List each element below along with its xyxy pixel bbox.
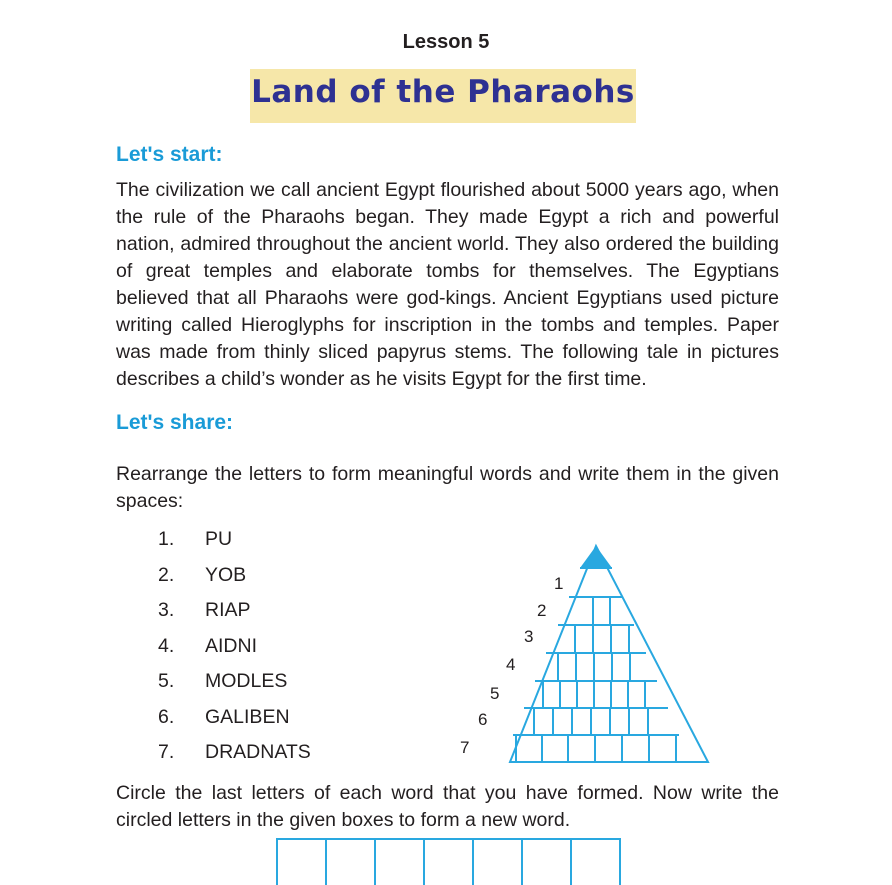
scrambled-word: PU bbox=[205, 528, 233, 550]
scrambled-word: RIAP bbox=[205, 599, 251, 621]
answer-box[interactable] bbox=[570, 838, 621, 885]
item-number: 1. bbox=[158, 528, 175, 550]
item-number: 7. bbox=[158, 741, 175, 763]
item-number: 6. bbox=[158, 705, 175, 728]
answer-box[interactable] bbox=[276, 838, 327, 885]
pyramid-rows bbox=[513, 568, 679, 735]
lesson-label: Lesson 5 bbox=[402, 31, 490, 53]
page-title: Land of the Pharaohs bbox=[251, 74, 635, 110]
share-heading: Let's share: bbox=[116, 411, 234, 434]
list-item bbox=[158, 706, 311, 742]
answer-box[interactable] bbox=[472, 838, 523, 885]
pyramid-row-label: 5 bbox=[490, 684, 500, 703]
answer-box[interactable] bbox=[521, 838, 572, 885]
answer-boxes bbox=[278, 838, 621, 883]
scrambled-word: DRADNATS bbox=[205, 741, 311, 763]
item-number: 3. bbox=[158, 599, 175, 621]
start-heading: Let's start: bbox=[116, 143, 223, 166]
list-item bbox=[158, 635, 311, 671]
pyramid-row-label: 3 bbox=[524, 627, 534, 646]
item-number: 4. bbox=[158, 634, 175, 657]
pyramid-row-label: 6 bbox=[478, 710, 488, 729]
word-pyramid bbox=[440, 540, 720, 765]
item-number: 5. bbox=[158, 670, 175, 692]
pyramid-row-label: 1 bbox=[554, 574, 564, 593]
final-instruction: Circle the last letters of each word that you have formed. Now write the circled letters in the given boxes to form a new word. bbox=[116, 782, 779, 831]
scrambled-word-list bbox=[158, 528, 311, 777]
list-item bbox=[158, 741, 311, 777]
answer-box[interactable] bbox=[374, 838, 425, 885]
list-item bbox=[158, 670, 311, 706]
start-paragraph: The civilization we call ancient Egypt flourished about 5000 years ago, when the rule of the Pharaohs began. They made Egypt a rich and powerful nation, admired throughout the ancient world. They also ordered the building of great temples and elaborate tombs for themselves. The Egyptians believed that all Pharaohs were god-kings. Ancient Egyptians used picture writing called Hieroglyphs for inscription in the tombs and temples. Paper was made from thinly sliced papyrus stems. The following tale in pictures describes a child’s wonder as he visits Egypt for the first time. bbox=[116, 179, 779, 390]
share-instruction: Rearrange the letters to form meaningful words and write them in the given spaces: bbox=[116, 463, 779, 512]
list-item bbox=[158, 528, 311, 564]
list-item bbox=[158, 564, 311, 600]
answer-box[interactable] bbox=[325, 838, 376, 885]
scrambled-word: YOB bbox=[205, 563, 247, 586]
list-item bbox=[158, 599, 311, 635]
answer-box[interactable] bbox=[423, 838, 474, 885]
pyramid-cell-dividers bbox=[516, 597, 676, 762]
pyramid-row-label: 7 bbox=[460, 738, 470, 757]
scrambled-word: AIDNI bbox=[205, 634, 258, 657]
scrambled-word: GALIBEN bbox=[205, 705, 290, 728]
pyramid-apex bbox=[580, 546, 612, 568]
pyramid-row-label: 4 bbox=[506, 655, 516, 674]
scrambled-word: MODLES bbox=[205, 670, 288, 692]
item-number: 2. bbox=[158, 563, 175, 586]
pyramid-row-label: 2 bbox=[537, 601, 547, 620]
